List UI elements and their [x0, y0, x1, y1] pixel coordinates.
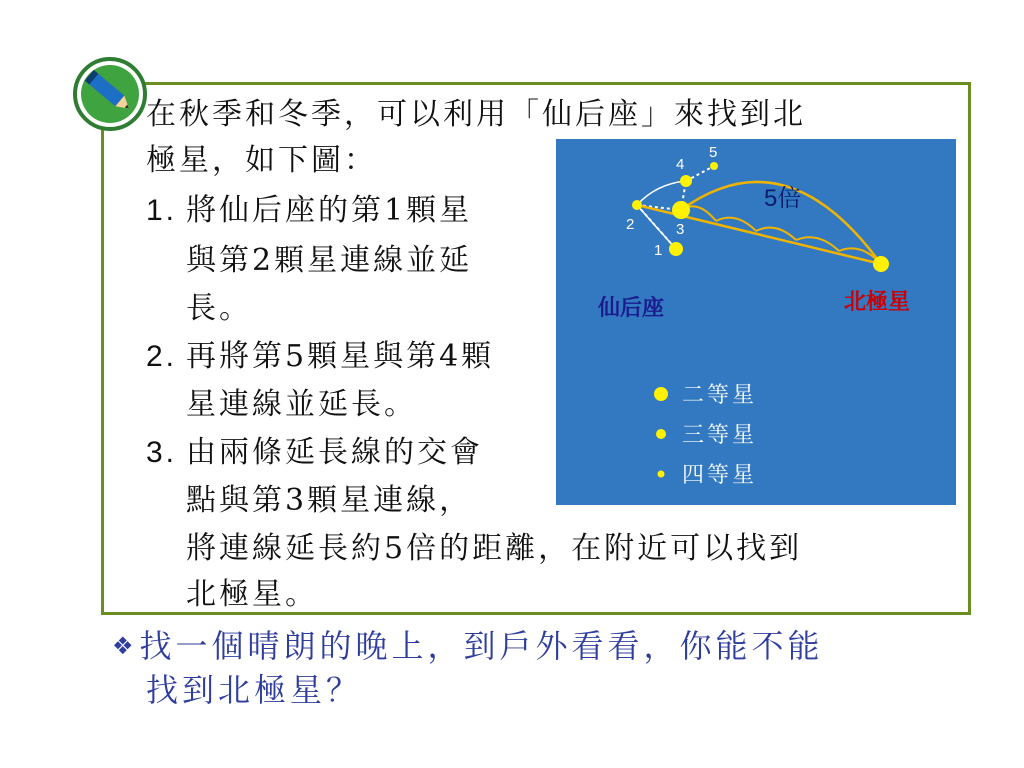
- step-3-line-2: 點與第3顆星連線，: [186, 483, 473, 518]
- intro-line-1: 在秋季和冬季，可以利用「仙后座」來找到北: [146, 97, 806, 132]
- diamond-bullet-icon: ❖: [112, 632, 134, 660]
- legend-dot-3rd: [656, 429, 666, 439]
- star-4: [680, 175, 692, 187]
- footer-line-2: 找到北極星？: [146, 671, 363, 709]
- cassiopeia-polaris-diagram: [556, 139, 956, 505]
- star-3: [672, 201, 690, 219]
- footer-question: [112, 624, 824, 712]
- step-3-number: 3.: [146, 436, 178, 469]
- legend-label-4th: 四等星: [682, 463, 758, 488]
- step-1-line-2: 與第2顆星連線並延: [186, 243, 473, 278]
- intro-line-2: 極星，如下圖：: [146, 143, 377, 178]
- footer-line-1: [112, 624, 824, 668]
- star-number-1: 1: [654, 242, 663, 259]
- legend-label-2nd: 二等星: [682, 383, 758, 408]
- pencil-icon: [72, 56, 148, 132]
- star-2: [632, 200, 642, 210]
- step-3-line-3: 將連線延長約5倍的距離，在附近可以找到: [186, 531, 803, 566]
- step-3-line-4: 北極星。: [186, 577, 318, 612]
- star-number-2: 2: [626, 216, 635, 233]
- legend-label-3rd: 三等星: [682, 423, 758, 448]
- polaris-star: [873, 256, 889, 272]
- step-2-number: 2.: [146, 340, 178, 373]
- star-number-3: 3: [676, 221, 685, 238]
- step-2-line-1: 再將第5顆星與第4顆: [186, 339, 495, 374]
- step-3-line-1: 由兩條延長線的交會: [186, 435, 483, 470]
- step-2-line-2: 星連線並延長。: [186, 387, 417, 422]
- step-1-number: 1.: [146, 194, 178, 227]
- multiplier-label: 5倍: [764, 185, 802, 212]
- legend-dot-4th: [658, 471, 665, 478]
- legend-dot-2nd: [654, 387, 668, 401]
- step-1-line-3: 長。: [186, 291, 252, 326]
- star-5: [710, 162, 718, 170]
- step-1-line-1: 將仙后座的第1顆星: [186, 193, 473, 228]
- polaris-label: 北極星: [844, 289, 911, 315]
- cassiopeia-label: 仙后座: [598, 295, 665, 321]
- star-number-5: 5: [709, 144, 718, 161]
- star-number-4: 4: [676, 156, 685, 173]
- footer-line-1-text: 找一個晴朗的晚上，到戶外看看，你能不能: [139, 627, 824, 665]
- star-1: [669, 242, 683, 256]
